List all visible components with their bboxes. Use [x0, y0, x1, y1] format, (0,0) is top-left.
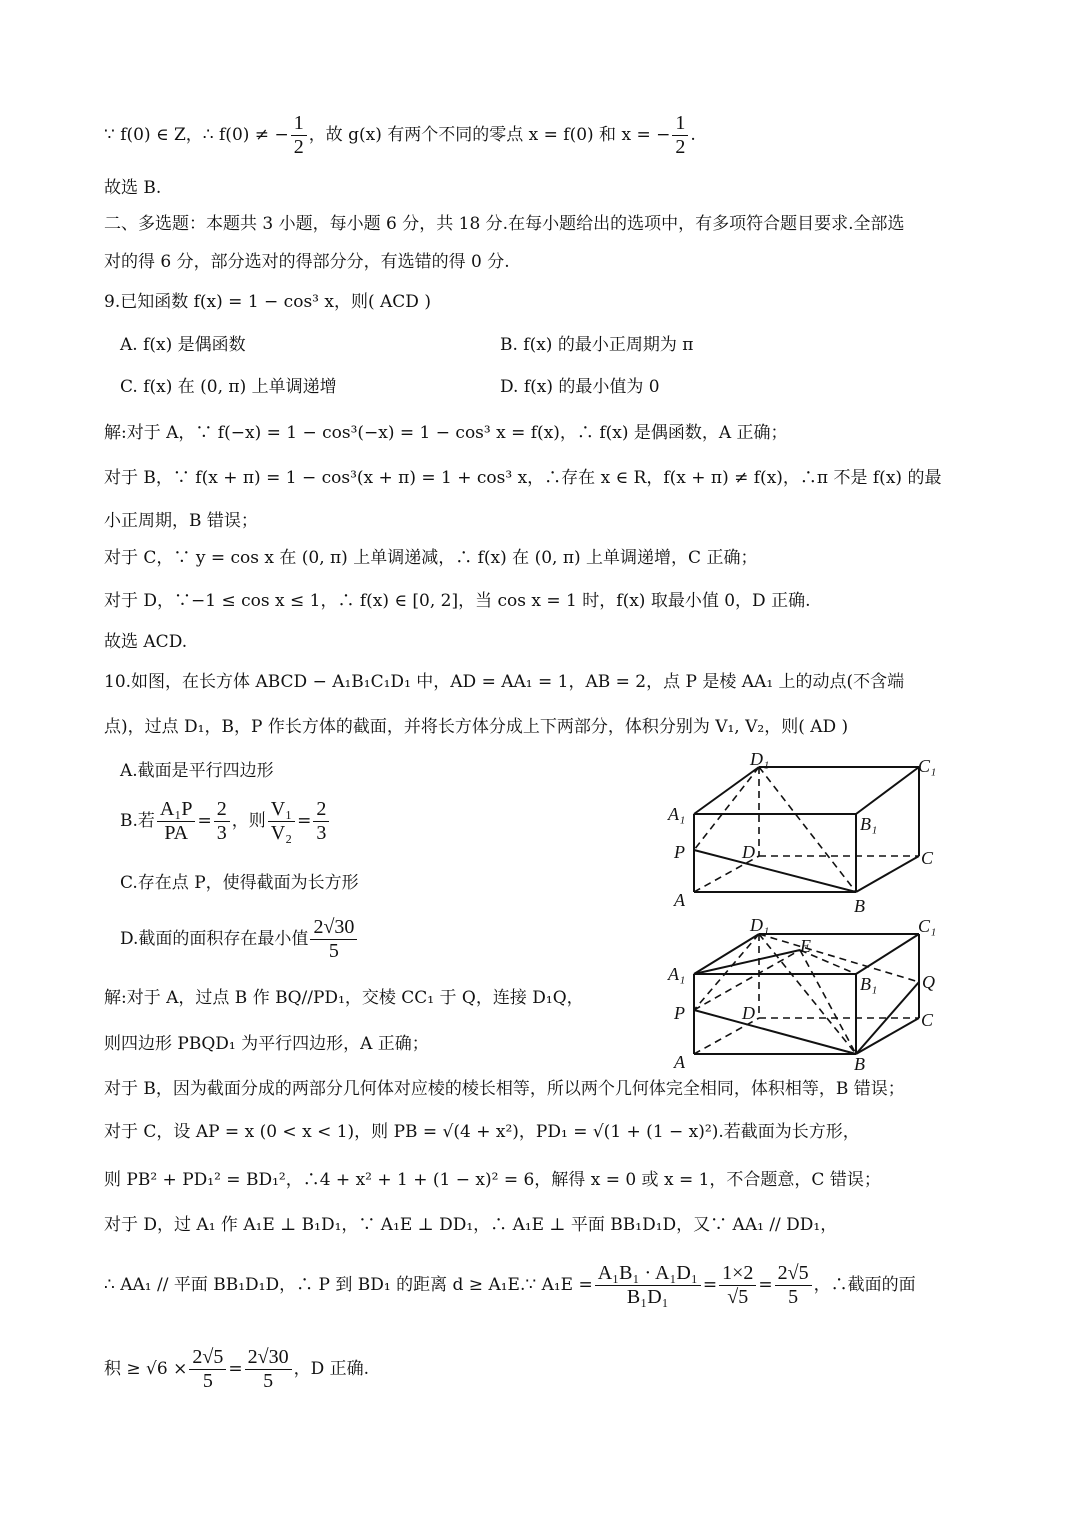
fraction-2-sqrt5: $\frac{1\times 2}{√5}$	[719, 1262, 756, 1309]
solution-10-b: 对于 B，因为截面分成的两部分几何体对应棱的棱长相等，所以两个几何体完全相同，体积相等，B 错误；	[104, 1079, 905, 1099]
line-conclusion-zero: ∵ f(0) ∈ Z，∴ f(0) ≠ − $\frac{1}{2}$ ，故 g(x) 有两个不同的零点 x = f(0) 和 x = − $\frac{1}{2}$ .	[104, 112, 696, 158]
text-segment: ∵ f(0) ∈ Z，∴ f(0) ≠ −	[104, 125, 289, 145]
label-d1: D₁	[750, 752, 770, 769]
fraction-half: $\frac{1}{2}$	[291, 112, 307, 159]
fraction-2sqrt5-5: $\frac{2√5}{5}$	[189, 1346, 226, 1393]
solution-10-d-final: 积 ≥ √6 × $\frac{2√5}{5}$ = $\frac{2√30}{5}$ ，D 正确.	[104, 1346, 370, 1392]
fraction-2sqrt5-5: $\frac{2√5}{5}$	[775, 1262, 812, 1309]
question-10-option-a: A.截面是平行四边形	[120, 761, 274, 781]
solution-10-c: 对于 C，设 AP = x (0 < x < 1)，则 PB = √(4 + x²)，PD₁ = √(1 + (1 − x)²).若截面为长方形，	[104, 1122, 860, 1142]
fraction-v1-v2: $\frac{\text{V₁}}{\text{V₂}}$	[268, 798, 295, 845]
label-a: A	[674, 890, 685, 910]
label-c1: C₁	[918, 756, 937, 776]
solution-9-d: 对于 D，∵−1 ≤ cos x ≤ 1，∴ f(x) ∈ [0, 2]，当 cos x = 1 时，f(x) 取最小值 0，D 正确.	[104, 591, 811, 611]
label-q: Q	[922, 972, 935, 992]
solution-9-b: 对于 B，∵ f(x + π) = 1 − cos³(x + π) = 1 + cos³ x，∴存在 x ∈ R，f(x + π) ≠ f(x)，∴π 不是 f(x) 的最	[104, 468, 942, 488]
label-b: B	[854, 1054, 865, 1072]
solution-9-b-cont: 小正周期，B 错误；	[104, 511, 258, 531]
fraction-2sqrt30-5: $\frac{2√30}{5}$	[310, 916, 357, 963]
label-p: P	[674, 842, 685, 862]
text-segment: ，故 g(x) 有两个不同的零点 x = f(0) 和 x = −	[308, 125, 671, 145]
figure-cuboid-1	[664, 752, 944, 917]
label-b: B	[854, 896, 865, 916]
solution-10-c-cont: 则 PB² + PD₁² = BD₁²，∴4 + x² + 1 + (1 − x)² = 6，解得 x = 0 或 x = 1，不合题意，C 错误；	[104, 1170, 881, 1190]
label-d: D	[742, 842, 755, 862]
question-9-option-d: D. f(x) 的最小值为 0	[500, 377, 660, 397]
question-10-option-d: D.截面的面积存在最小值 $\frac{2√30}{5}$	[120, 916, 359, 963]
solution-9-a: 解:对于 A，∵ f(−x) = 1 − cos³(−x) = 1 − cos³ x = f(x)，∴ f(x) 是偶函数，A 正确；	[104, 423, 788, 443]
label-d1: D₁	[750, 915, 770, 935]
question-9-option-a: A. f(x) 是偶函数	[120, 335, 246, 355]
label-d: D	[742, 1003, 755, 1023]
fraction-two-thirds: $\frac{2}{3}$	[214, 798, 230, 845]
label-c: C	[921, 1010, 934, 1030]
label-b1: B₁	[860, 974, 878, 994]
label-e: E	[800, 936, 811, 956]
label-c: C	[921, 848, 934, 868]
solution-10-a: 解:对于 A，过点 B 作 BQ//PD₁，交棱 CC₁ 于 Q，连接 D₁Q，	[104, 988, 584, 1008]
fraction-2sqrt30-5: $\frac{2√30}{5}$	[245, 1346, 292, 1393]
label-a1: A₁	[668, 964, 686, 984]
solution-10-a-cont: 则四边形 PBQD₁ 为平行四边形，A 正确；	[104, 1034, 429, 1054]
fraction-a1p-pa: $\frac{\text{A₁P}}{PA}$	[157, 798, 196, 845]
solution-10-d-cont: ∴ AA₁ // 平面 BB₁D₁D，∴ P 到 BD₁ 的距离 d ≥ A₁E.∵ A₁E = $\frac{\text{A₁B₁ · A₁D₁}}{\text{B₁D₁}}$ = $\frac{1\times 2}{√5}$ = $\frac{2√5}{5}$ ，∴截面的面	[104, 1262, 916, 1308]
answer-acd: 故选 ACD.	[104, 632, 188, 652]
line-answer-b: 故选 B.	[104, 178, 162, 198]
question-10-option-b: B.若 $\frac{\text{A₁P}}{PA}$ = $\frac{2}{3}$ ，则 $\frac{\text{V₁}}{\text{V₂}}$ = $\frac{2}{3}$	[120, 798, 331, 845]
figure-cuboid-2	[664, 912, 944, 1072]
question-10-stem-cont: 点)，过点 D₁，B，P 作长方体的截面，并将长方体分成上下两部分，体积分别为 V₁, V₂，则( AD )	[104, 717, 849, 737]
label-c1: C₁	[918, 916, 937, 936]
question-9-option-c: C. f(x) 在 (0, π) 上单调递增	[120, 377, 337, 397]
label-b1: B₁	[860, 814, 878, 834]
question-9-option-b: B. f(x) 的最小正周期为 π	[500, 335, 694, 355]
question-10-stem: 10.如图，在长方体 ABCD − A₁B₁C₁D₁ 中，AD = AA₁ = 1，AB = 2，点 P 是棱 AA₁ 上的动点(不含端	[104, 672, 905, 692]
label-a: A	[674, 1052, 685, 1072]
label-a1: A₁	[668, 804, 686, 824]
section-heading-multi-choice: 二、多选题：本题共 3 小题，每小题 6 分，共 18 分.在每小题给出的选项中，有多项符合题目要求.全部选	[104, 214, 905, 234]
fraction-two-thirds: $\frac{2}{3}$	[313, 798, 329, 845]
section-heading-multi-choice-cont: 对的得 6 分，部分选对的得部分分，有选错的得 0 分.	[104, 252, 510, 272]
question-9-stem: 9.已知函数 f(x) = 1 − cos³ x，则( ACD )	[104, 292, 431, 312]
fraction-a1b1a1d1-b1d1: $\frac{\text{A₁B₁ · A₁D₁}}{\text{B₁D₁}}$	[595, 1262, 701, 1309]
solution-9-c: 对于 C，∵ y = cos x 在 (0, π) 上单调递减，∴ f(x) 在 (0, π) 上单调递增，C 正确；	[104, 548, 758, 568]
question-10-option-c: C.存在点 P，使得截面为长方形	[120, 873, 359, 893]
fraction-half: $\frac{1}{2}$	[672, 112, 688, 159]
label-p: P	[674, 1003, 685, 1023]
solution-10-d: 对于 D，过 A₁ 作 A₁E ⊥ B₁D₁，∵ A₁E ⊥ DD₁，∴ A₁E ⊥ 平面 BB₁D₁D，又∵ AA₁ // DD₁，	[104, 1215, 838, 1235]
